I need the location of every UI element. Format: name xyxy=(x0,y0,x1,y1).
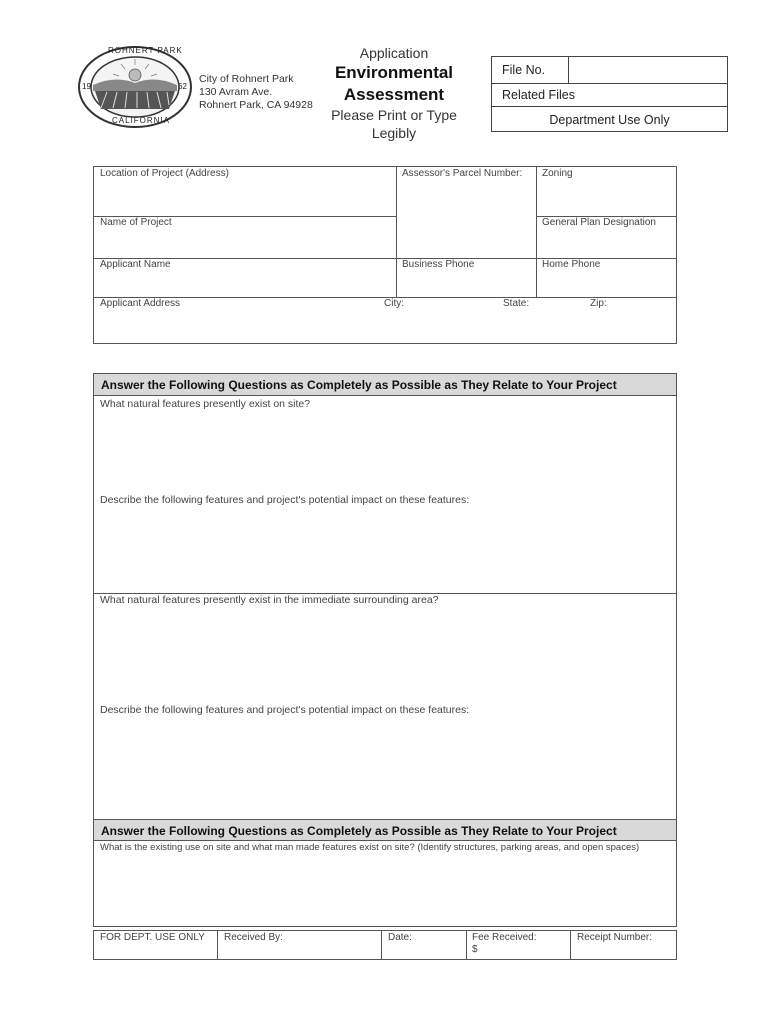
city-label: City: xyxy=(384,298,404,309)
file-info-box xyxy=(491,56,728,132)
file-no-row xyxy=(492,57,727,84)
parcel-label: Assessor's Parcel Number: xyxy=(402,168,523,179)
section1-q1: What natural features presently exist on site? xyxy=(100,398,311,410)
seal-year-right: 62 xyxy=(178,82,187,91)
project-name-label: Name of Project xyxy=(100,217,172,228)
dept-use-footer xyxy=(93,930,677,960)
city-citystate: Rohnert Park, CA 94928 xyxy=(199,99,313,111)
title-print2: Legibly xyxy=(371,125,417,141)
dept-use-only-label: Department Use Only xyxy=(549,113,670,127)
city-name: City of Rohnert Park xyxy=(199,73,294,85)
state-label: State: xyxy=(503,298,530,309)
applicant-address-label: Applicant Address xyxy=(100,298,181,309)
footer-dollar: $ xyxy=(472,944,478,955)
title-print1: Please Print or Type xyxy=(331,107,457,123)
location-label: Location of Project (Address) xyxy=(100,168,229,179)
section2-heading: Answer the Following Questions as Completely as Possible as They Relate to Your Project xyxy=(94,819,676,841)
home-phone-label: Home Phone xyxy=(542,259,601,270)
title-line1: Environmental xyxy=(334,63,454,82)
section2-q1: What is the existing use on site and what man made features exist on site? (Identify structures, parking areas, and open spaces) xyxy=(100,842,640,853)
seal-year-left: 19 xyxy=(82,82,91,91)
city-street: 130 Avram Ave. xyxy=(199,86,273,98)
footer-receipt-number: Receipt Number: xyxy=(577,932,653,943)
related-files-label: Related Files xyxy=(492,84,727,107)
section1-q2: Describe the following features and project's potential impact on these features: xyxy=(100,494,470,506)
title-line2: Assessment xyxy=(343,85,445,104)
zoning-label: Zoning xyxy=(542,168,573,179)
section1-heading: Answer the Following Questions as Completely as Possible as They Relate to Your Project xyxy=(94,374,676,396)
footer-date: Date: xyxy=(388,932,412,943)
footer-fee-received: Fee Received: xyxy=(472,932,537,943)
section1-q4: Describe the following features and project's potential impact on these features: xyxy=(100,704,470,716)
business-phone-label: Business Phone xyxy=(402,259,475,270)
section1-q3: What natural features presently exist in the immediate surrounding area? xyxy=(100,594,439,606)
footer-dept-use: FOR DEPT. USE ONLY xyxy=(100,932,205,943)
applicant-name-label: Applicant Name xyxy=(100,259,171,270)
zip-label: Zip: xyxy=(590,298,607,309)
city-address-block xyxy=(199,73,313,112)
seal-top-text: ROHNERT PARK xyxy=(108,46,183,55)
file-no-label: File No. xyxy=(492,57,569,83)
seal-bottom-text: CALIFORNIA xyxy=(112,116,171,125)
title-application: Application xyxy=(359,45,429,61)
project-info-form xyxy=(93,166,677,344)
footer-received-by: Received By: xyxy=(224,932,283,943)
title-block xyxy=(323,44,465,142)
general-plan-label: General Plan Designation xyxy=(542,217,656,228)
questions-form xyxy=(93,373,677,927)
